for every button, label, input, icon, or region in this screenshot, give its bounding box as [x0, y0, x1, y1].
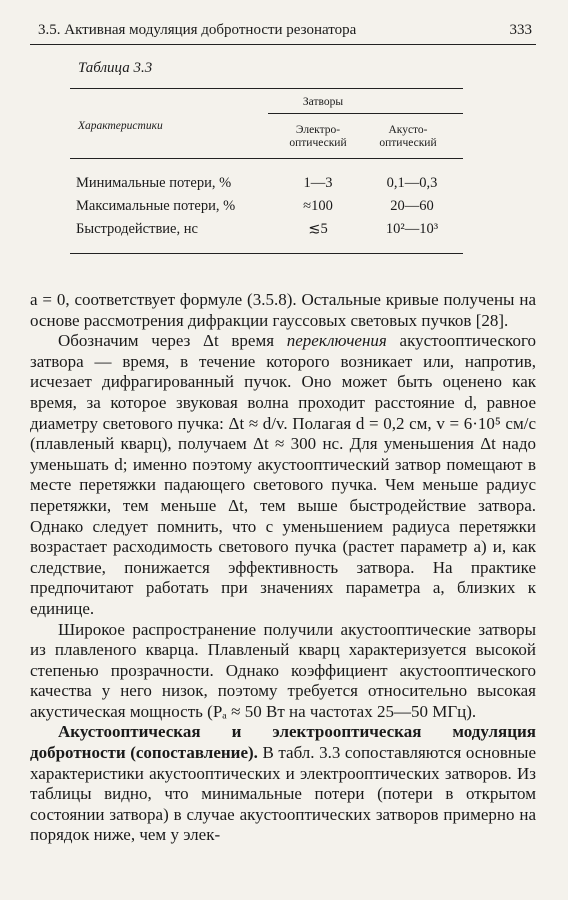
row-eo-value: ≲5	[308, 221, 328, 237]
row-label: Быстродействие, нс	[76, 221, 198, 237]
table-top-rule	[70, 88, 463, 89]
row-eo-value: ≈100	[303, 198, 333, 214]
body-text	[30, 290, 536, 846]
column-header-acoustooptic: Акусто- оптический	[379, 124, 437, 149]
header-bottom-rule	[70, 158, 463, 159]
row-ao-value: 20—60	[390, 198, 434, 214]
row-ao-value: 10²—10³	[385, 221, 439, 237]
table-bottom-rule	[70, 253, 463, 254]
column-header-electrooptic: Электро- оптический	[289, 124, 347, 149]
paragraph: Акустооптическая и электрооптическая модуляция добротности (сопоставление). В табл. 3.3 сопоставляются основные характеристики акустооптических и электрооптических затворов. Из таблицы видно, что минимальные потери (потери в открытом состоянии затвора) в случае акустооптических затворов примерно на порядок ниже, чем у элек-	[30, 722, 536, 845]
paragraph: Широкое распространение получили акустооптические затворы из плавленого кварца. Плавленый кварц характеризуется высокой степенью прозрачности. Однако коэффициент акустооптического качества у него низок, поэтому требуется относительно высокая акустическая мощность (Pₐ ≈ 50 Вт на частотах 25—50 МГц).	[30, 619, 536, 721]
column-header-characteristics: Характеристики	[78, 120, 163, 132]
paragraph: a = 0, соответствует формуле (3.5.8). Остальные кривые получены на основе рассмотрения дифракции гауссовых световых пучков [28].	[30, 290, 536, 330]
table-caption: Таблица 3.3	[78, 60, 153, 76]
row-label: Максимальные потери, %	[76, 198, 236, 214]
row-label: Минимальные потери, %	[76, 175, 232, 191]
page-number: 333	[509, 22, 532, 38]
paragraph: Обозначим через Δt время переключения акустооптического затвора — время, в течение которого возникает или, напротив, исчезает дифрагированный пучок. Оно может быть оценено как время, за которое звуковая волна проходит расстояние d, равное диаметру светового пучка: Δt ≈ d/v. Полагая d = 0,2 см, v = 6·10⁵ см/с (плавленый кварц), получаем Δt ≈ 300 нс. Для уменьшения Δt надо уменьшать d; именно поэтому акустооптический затвор помещают в месте перетяжки падающего светового пучка. Чем меньше радиус перетяжки, тем меньше Δt, тем выше быстродействие затвора. Однако следует помнить, что с уменьшением радиуса перетяжки возрастает расходимость светового пучка (растет параметр a) и, как следствие, понижается эффективность затвора. На практике предпочитают работать при значениях параметра a, близких к единице.	[30, 331, 536, 618]
run-in-heading: Акустооптическая и электрооптическая модуляция добротности (сопоставление).	[30, 722, 536, 763]
running-header	[38, 22, 532, 39]
column-group-header: Затворы	[302, 96, 344, 108]
running-title: 3.5. Активная модуляция добротности резонатора	[38, 22, 357, 38]
emphasis: переключения	[286, 331, 387, 351]
row-eo-value: 1—3	[303, 175, 333, 191]
row-ao-value: 0,1—0,3	[386, 175, 438, 191]
header-rule	[30, 44, 536, 45]
group-rule	[268, 113, 463, 114]
